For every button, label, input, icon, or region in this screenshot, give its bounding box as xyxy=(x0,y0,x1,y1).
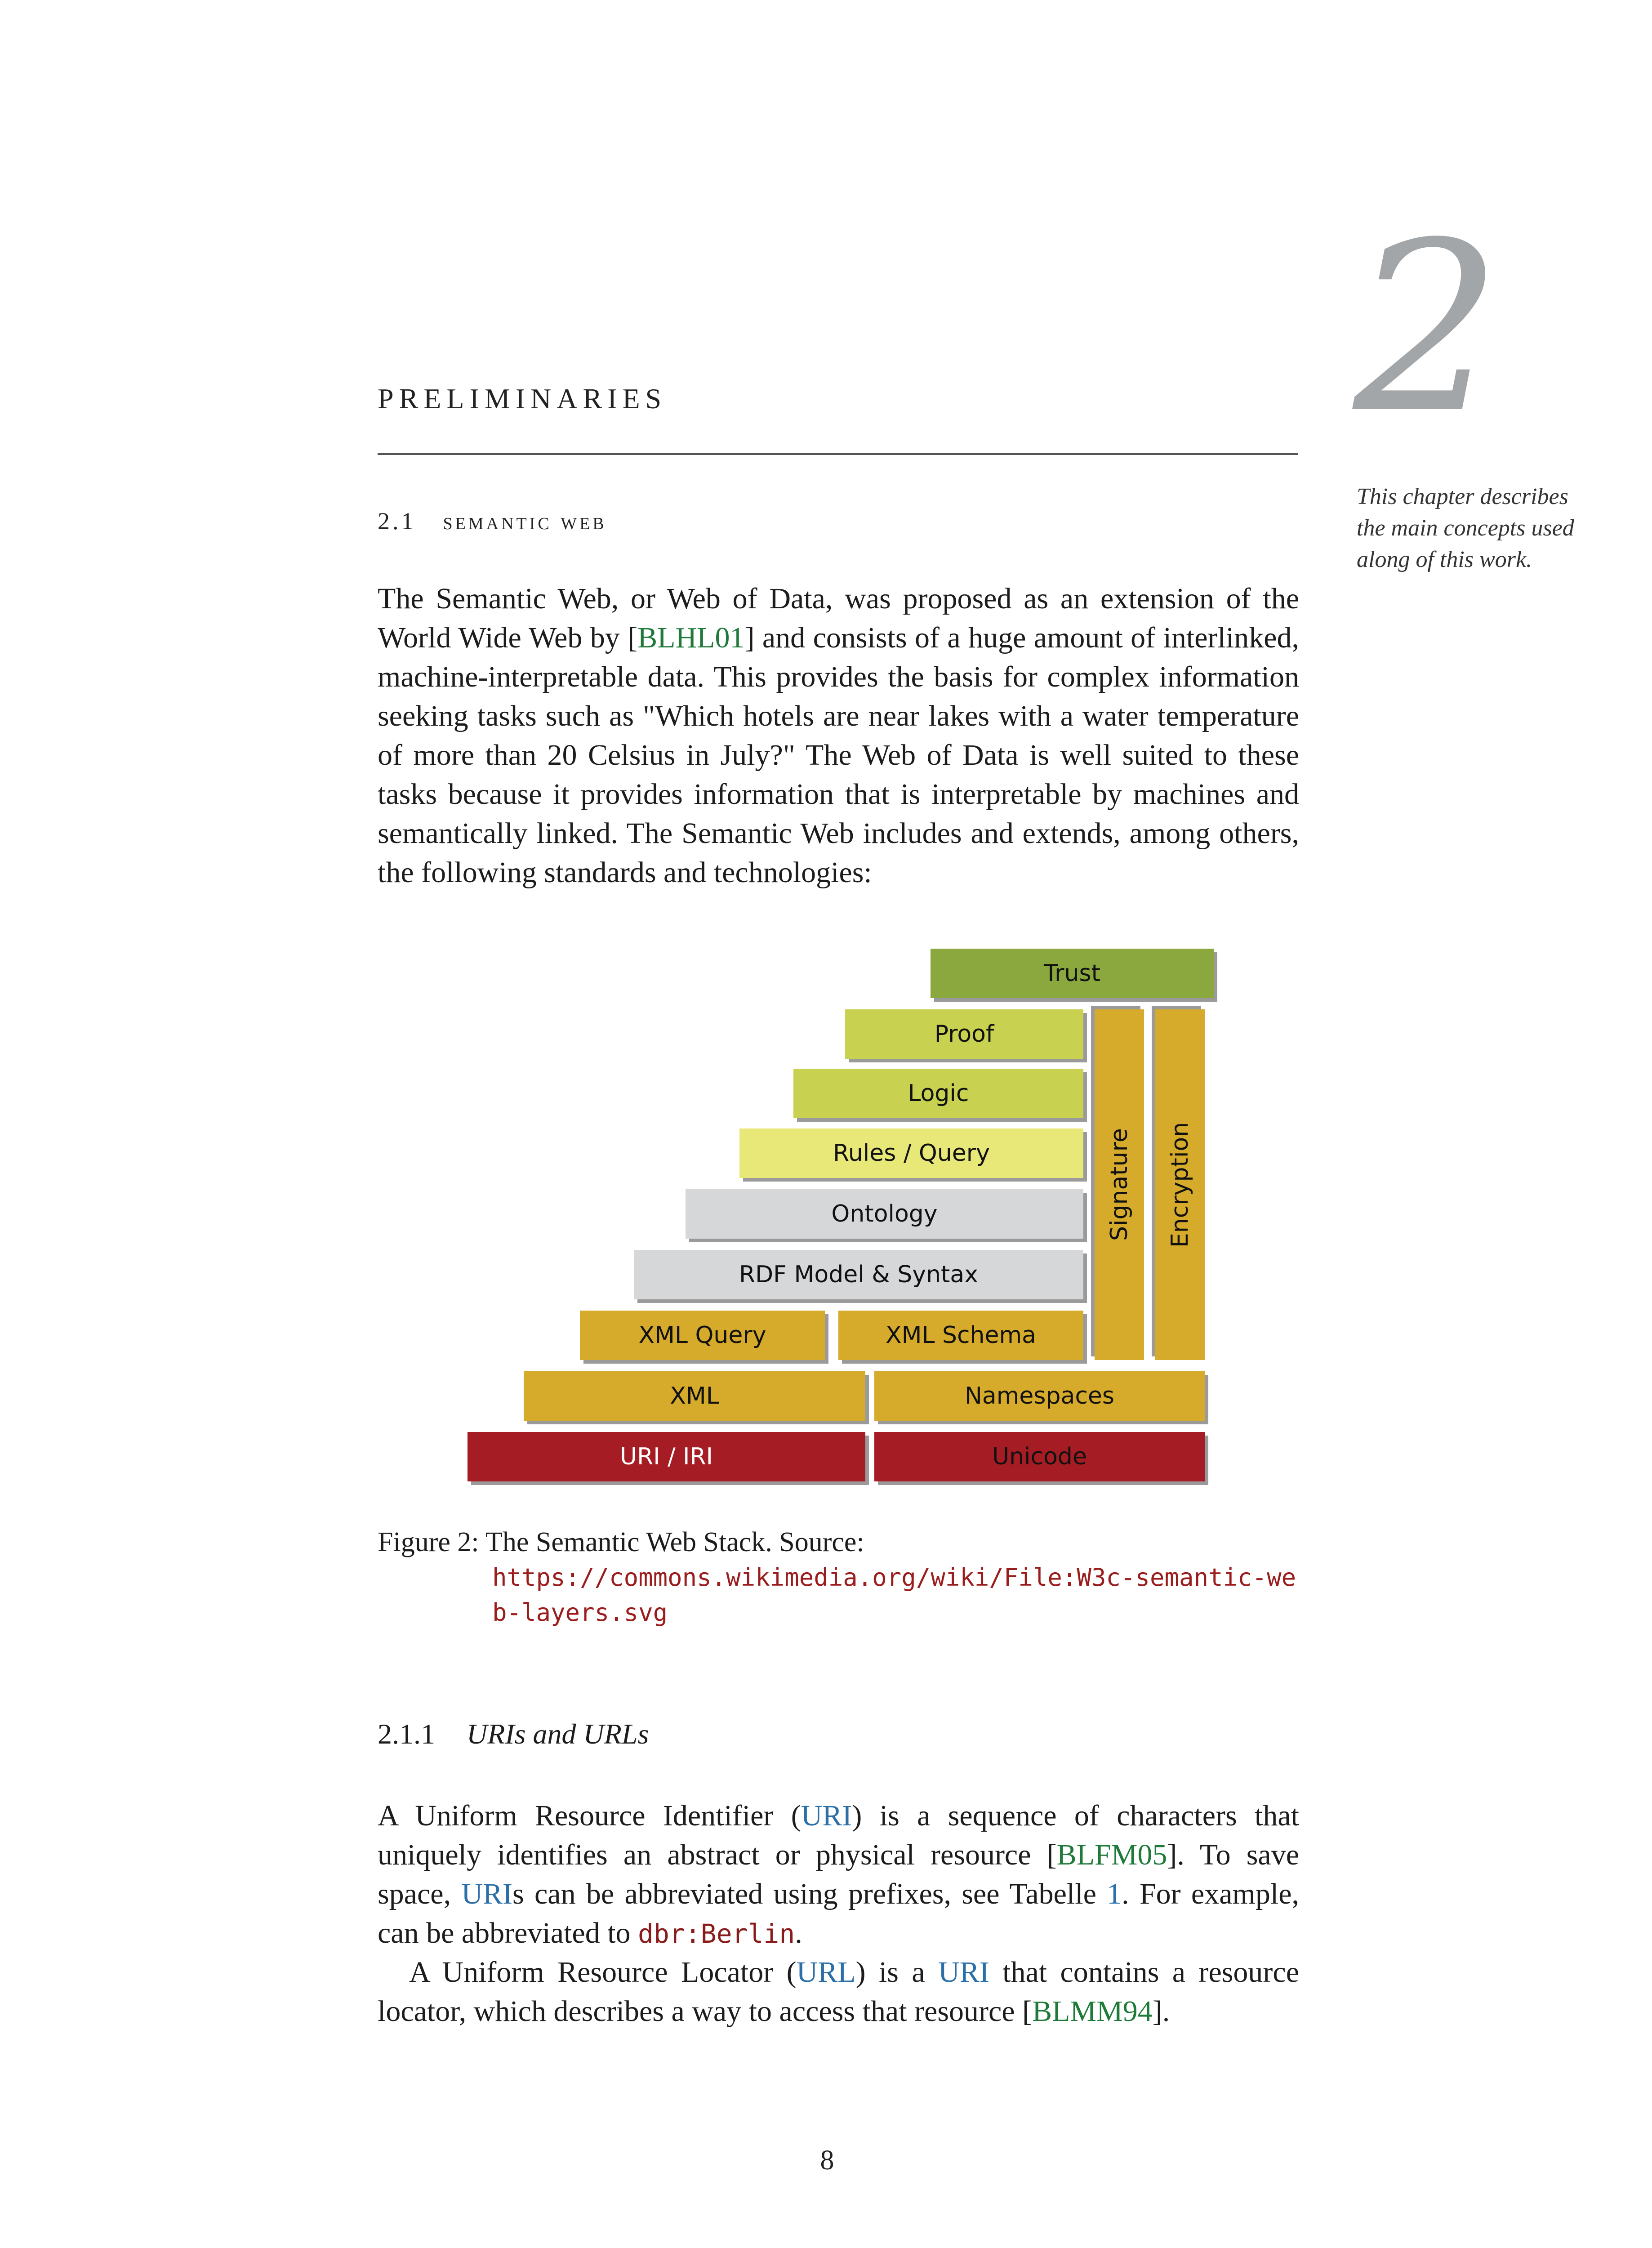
citation-link[interactable]: BLMM94 xyxy=(1032,1995,1153,2028)
paragraph-text: ) is a xyxy=(855,1956,939,1989)
semantic-web-stack-figure xyxy=(450,949,1223,1511)
section-title: semantic web xyxy=(443,508,607,535)
paragraph-text: A Uniform Resource Identifier ( xyxy=(378,1799,801,1832)
paragraph-text: ]. To save space, xyxy=(378,1838,1300,1910)
subsection-heading xyxy=(378,1717,649,1751)
layer-xml: XML xyxy=(524,1371,865,1421)
section-heading xyxy=(378,507,607,535)
layer-xml-schema: XML Schema xyxy=(838,1311,1083,1360)
citation-link[interactable]: BLFM05 xyxy=(1056,1838,1167,1871)
section-number: 2.1 xyxy=(378,508,416,535)
acronym-link[interactable]: URL xyxy=(796,1956,856,1989)
margin-note: This chapter describes the main concepts used along of this work. xyxy=(1357,484,1574,572)
paragraph-text: ] and consists of a huge amount of interlinked, machine-interpretable data. This provides the basis for complex information seeking tasks such as "Which hotels are near lakes with a water temperature of more than 20 Celsius in July?" The Web of Data is well suited to these tasks because it provides information that is interpretable by machines and semantically linked. The Semantic Web includes and extends, among others, the following standards and technologies: xyxy=(378,621,1299,889)
acronym-link[interactable]: URI xyxy=(461,1878,513,1910)
paragraph-semantic-web xyxy=(378,579,1299,892)
layer-logic: Logic xyxy=(793,1069,1083,1118)
code-snippet: dbr:Berlin xyxy=(638,1918,795,1949)
paragraph-text: The Semantic Web, or Web of Data, was proposed as an extension of the World Wide Web by [ xyxy=(378,582,1299,654)
paragraph-url xyxy=(378,1953,1299,2031)
chapter-number: 2 xyxy=(1353,192,1502,464)
chapter-title: PRELIMINARIES xyxy=(378,383,667,415)
figure-source-link[interactable]: https://commons.wikimedia.org/wiki/File:W3c-semantic-web-layers.svg xyxy=(492,1563,1296,1627)
layer-unicode: Unicode xyxy=(874,1432,1205,1481)
citation-link[interactable]: BLHL01 xyxy=(637,621,745,654)
layer-rdf: RDF Model & Syntax xyxy=(634,1250,1083,1299)
layer-proof: Proof xyxy=(845,1009,1083,1059)
layer-namespaces: Namespaces xyxy=(874,1371,1205,1421)
layer-uri-iri: URI / IRI xyxy=(468,1432,865,1481)
layer-trust: Trust xyxy=(931,949,1214,998)
layer-ontology: Ontology xyxy=(686,1189,1083,1239)
table-reference-link[interactable]: 1 xyxy=(1107,1878,1122,1910)
paragraph-text: A Uniform Resource Locator ( xyxy=(409,1956,797,1989)
layer-rules-query: Rules / Query xyxy=(739,1128,1083,1178)
acronym-link[interactable]: URI xyxy=(938,1956,989,1989)
paragraph-text: s can be abbreviated using prefixes, see Tabelle xyxy=(512,1878,1107,1910)
subsection-number: 2.1.1 xyxy=(378,1718,435,1750)
figure-caption: Figure 2: The Semantic Web Stack. Source: xyxy=(378,1527,864,1557)
paragraph-text: ) is a sequence of characters that uniquely identifies an abstract or physical resource [ xyxy=(378,1799,1299,1871)
layer-xml-query: XML Query xyxy=(580,1311,825,1360)
page-number: 8 xyxy=(820,2145,834,2176)
paragraph-text: that contains a resource locator, which describes a way to access that resource [ xyxy=(378,1956,1299,2028)
paragraph-text: ]. xyxy=(1152,1995,1170,2028)
layer-encryption: Encryption xyxy=(1155,1009,1205,1360)
paragraph-uri xyxy=(378,1796,1299,1954)
chapter-divider xyxy=(378,453,1298,455)
acronym-link[interactable]: URI xyxy=(801,1799,852,1832)
layer-signature: Signature xyxy=(1095,1009,1144,1360)
subsection-title: URIs and URLs xyxy=(467,1718,649,1750)
paragraph-text: . For example, can be abbreviated to xyxy=(378,1878,1299,1949)
paragraph-text: . xyxy=(795,1917,802,1949)
